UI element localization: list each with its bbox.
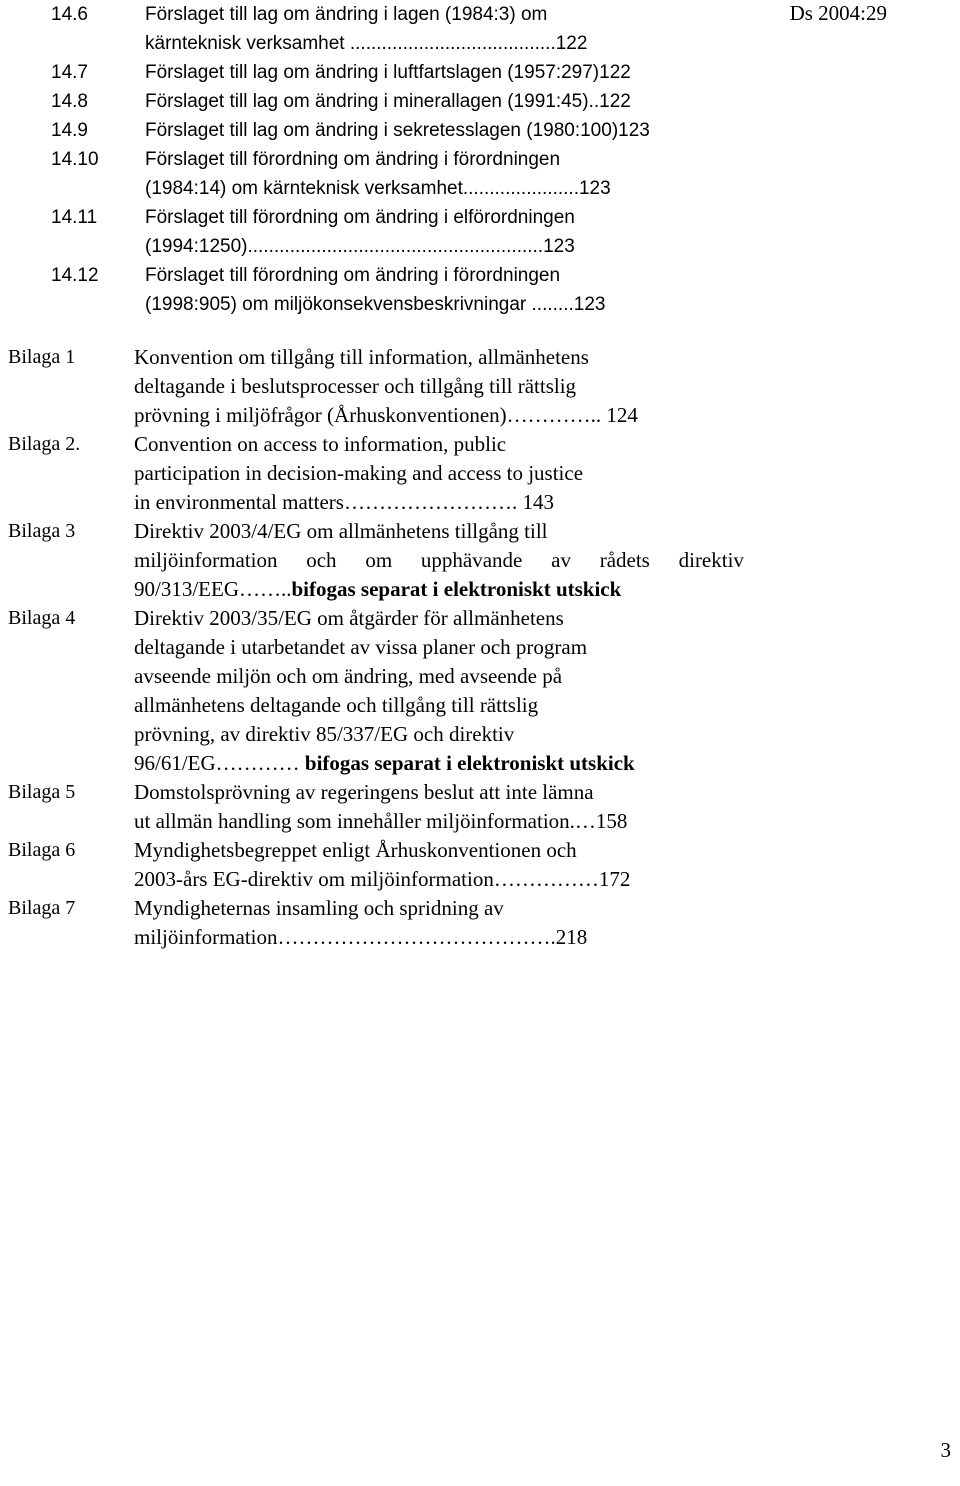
- toc-entry: [51, 58, 650, 87]
- toc-number: 14.8: [51, 91, 88, 112]
- toc-title-line: kärnteknisk verksamhet .......................................122: [145, 33, 588, 54]
- toc-title-line: Förslaget till lag om ändring i sekretesslagen (1980:100)123: [145, 120, 650, 141]
- document-reference: Ds 2004:29: [789, 1, 887, 25]
- toc-title-line: Förslaget till förordning om ändring i förordningen: [145, 149, 561, 170]
- word: av: [551, 548, 571, 572]
- annex-title-line: prövning i miljöfrågor (Århuskonventionen)………….. 124: [134, 403, 638, 427]
- toc-number: 14.10: [51, 149, 99, 170]
- toc-entry: [51, 116, 650, 145]
- toc-entry: [51, 87, 650, 116]
- annex-title-line: in environmental matters……………………. 143: [134, 490, 554, 514]
- annex-entry: [8, 604, 744, 778]
- annex-title-line: avseende miljön och om ändring, med avseende på: [134, 664, 563, 688]
- annex-title-line: [134, 575, 744, 604]
- word: om: [365, 548, 393, 572]
- annex-entry: [8, 517, 744, 604]
- annex-title-line: allmänhetens deltagande och tillgång till rättslig: [134, 693, 539, 717]
- word: direktiv: [678, 548, 744, 572]
- annex-label: Bilaga 1: [8, 346, 76, 368]
- separate-delivery-note: bifogas separat i elektroniskt utskick: [291, 577, 622, 601]
- annex-entry: [8, 836, 744, 894]
- toc-entry: [51, 203, 650, 261]
- annex-label: Bilaga 2.: [8, 433, 81, 455]
- annex-label: Bilaga 6: [8, 839, 76, 861]
- word: miljöinformation: [134, 548, 278, 572]
- toc-title-line: Förslaget till förordning om ändring i förordningen: [145, 265, 561, 286]
- toc-number: 14.6: [51, 4, 88, 25]
- annex-title-line: Domstolsprövning av regeringens beslut att inte lämna: [134, 780, 594, 804]
- annex-title-line: Myndigheternas insamling och spridning av: [134, 896, 504, 920]
- annex-title-line-justified: [134, 546, 744, 575]
- annex-title-line: [134, 749, 744, 778]
- toc-title-line: (1994:1250)........................................................123: [145, 236, 575, 257]
- annex-entry: [8, 894, 744, 952]
- toc-number: 14.11: [51, 207, 98, 228]
- toc-entry: [51, 261, 650, 319]
- word: rådets: [599, 548, 650, 572]
- toc-title-line: (1998:905) om miljökonsekvensbeskrivningar ........123: [145, 294, 606, 315]
- annex-title-line: prövning, av direktiv 85/337/EG och direktiv: [134, 722, 515, 746]
- table-of-contents: [51, 0, 650, 319]
- annex-title-line: deltagande i utarbetandet av vissa planer och program: [134, 635, 588, 659]
- toc-number: 14.12: [51, 265, 99, 286]
- annex-title-line: ut allmän handling som innehåller miljöinformation.…158: [134, 809, 628, 833]
- toc-title-line: Förslaget till lag om ändring i minerallagen (1991:45)..122: [145, 91, 631, 112]
- annex-title-line: deltagande i beslutsprocesser och tillgång till rättslig: [134, 374, 577, 398]
- toc-title-line: Förslaget till lag om ändring i luftfartslagen (1957:297)122: [145, 62, 631, 83]
- annex-entry: [8, 778, 744, 836]
- annex-label: Bilaga 7: [8, 897, 76, 919]
- annex-label: Bilaga 3: [8, 520, 76, 542]
- annex-title-line: Convention on access to information, public: [134, 432, 507, 456]
- word: och: [306, 548, 337, 572]
- annex-list: [8, 343, 744, 952]
- annex-title-text: 90/313/EEG……..: [134, 577, 292, 601]
- toc-title-line: Förslaget till lag om ändring i lagen (1984:3) om: [145, 4, 548, 25]
- annex-title-line: participation in decision-making and access to justice: [134, 461, 584, 485]
- annex-title-line: Konvention om tillgång till information, allmänhetens: [134, 345, 589, 369]
- toc-entry: [51, 0, 650, 58]
- annex-title-line: Myndighetsbegreppet enligt Århuskonventionen och: [134, 838, 577, 862]
- annex-title-line: Direktiv 2003/4/EG om allmänhetens tillgång till: [134, 519, 548, 543]
- toc-title-line: (1984:14) om kärnteknisk verksamhet......................123: [145, 178, 611, 199]
- annex-label: Bilaga 5: [8, 781, 76, 803]
- page-number: 3: [940, 1438, 951, 1462]
- annex-title-line: miljöinformation………………………………….218: [134, 925, 588, 949]
- annex-title-line: 2003-års EG-direktiv om miljöinformation……………172: [134, 867, 631, 891]
- toc-number: 14.7: [51, 62, 88, 83]
- annex-label: Bilaga 4: [8, 607, 76, 629]
- toc-entry: [51, 145, 650, 203]
- toc-title-line: Förslaget till förordning om ändring i elförordningen: [145, 207, 575, 228]
- annex-entry: [8, 343, 744, 430]
- toc-number: 14.9: [51, 120, 88, 141]
- annex-title-line: Direktiv 2003/35/EG om åtgärder för allmänhetens: [134, 606, 564, 630]
- annex-title-text: 96/61/EG…………: [134, 751, 305, 775]
- annex-entry: [8, 430, 744, 517]
- word: upphävande: [420, 548, 523, 572]
- separate-delivery-note: bifogas separat i elektroniskt utskick: [304, 751, 635, 775]
